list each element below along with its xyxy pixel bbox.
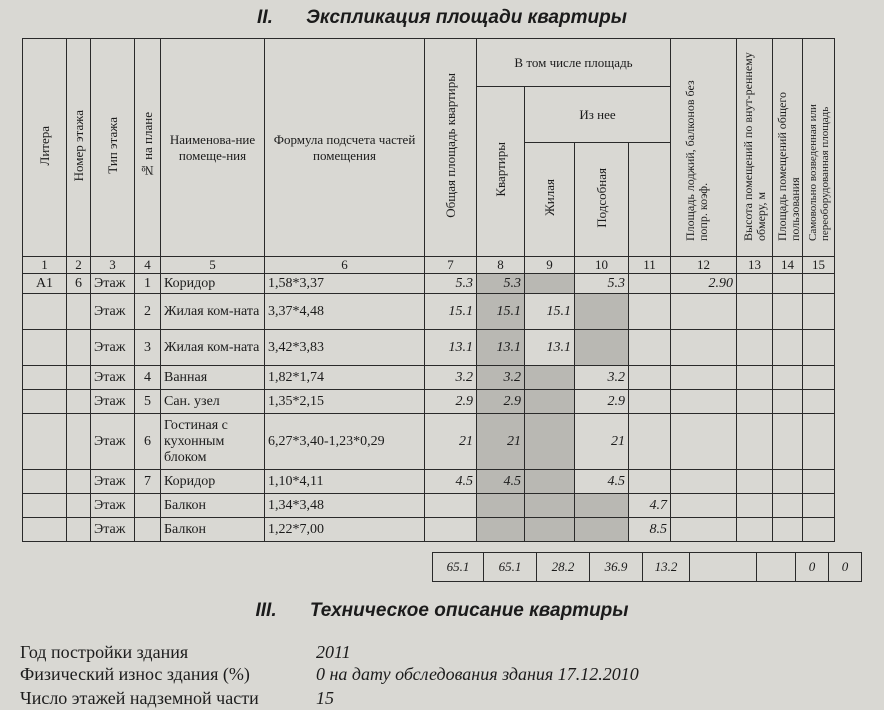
cell-floor	[67, 414, 91, 470]
total-common-sum	[757, 553, 796, 582]
cell-height	[671, 518, 737, 542]
cell-total	[425, 518, 477, 542]
cell-litera	[23, 518, 67, 542]
header-formula: Формула подсчета частей помещения	[265, 39, 425, 257]
cell-num: 3	[135, 330, 161, 366]
col-number: 11	[629, 257, 671, 274]
cell-floor	[67, 494, 91, 518]
cell-living	[525, 366, 575, 390]
cell-litera	[23, 366, 67, 390]
cell-e13	[737, 274, 773, 294]
cell-e15	[803, 294, 835, 330]
header-auxiliary: Подсобная	[575, 143, 629, 257]
total-area-sum: 65.1	[433, 553, 484, 582]
cell-floor: 6	[67, 274, 91, 294]
col-number: 2	[67, 257, 91, 274]
total-aux-sum: 36.9	[590, 553, 643, 582]
cell-num: 7	[135, 470, 161, 494]
cell-aux	[575, 330, 629, 366]
col-number: 7	[425, 257, 477, 274]
cell-e14	[773, 494, 803, 518]
cell-floor	[67, 330, 91, 366]
cell-litera	[23, 294, 67, 330]
section-3-title	[0, 600, 884, 622]
section-2-text: Экспликация площади квартиры	[306, 7, 627, 28]
table-row	[23, 494, 835, 518]
cell-height	[671, 330, 737, 366]
cell-num: 1	[135, 274, 161, 294]
cell-name: Ванная	[161, 366, 265, 390]
cell-num	[135, 494, 161, 518]
header-litera: Литера	[23, 39, 67, 257]
cell-aux	[575, 518, 629, 542]
cell-formula: 1,58*3,37	[265, 274, 425, 294]
cell-formula: 1,22*7,00	[265, 518, 425, 542]
cell-name: Коридор	[161, 274, 265, 294]
descr-wear: Физический износ здания (%) 0 на дату обследования здания 17.12.2010	[20, 664, 639, 684]
cell-floor	[67, 470, 91, 494]
cell-total: 5.3	[425, 274, 477, 294]
cell-apt	[477, 518, 525, 542]
cell-e14	[773, 414, 803, 470]
cell-type: Этаж	[91, 330, 135, 366]
cell-loggia	[629, 414, 671, 470]
cell-type: Этаж	[91, 470, 135, 494]
cell-loggia	[629, 330, 671, 366]
section-2-number: II.	[257, 7, 273, 28]
col-number: 3	[91, 257, 135, 274]
table-row	[23, 390, 835, 414]
cell-floor	[67, 390, 91, 414]
cell-height	[671, 414, 737, 470]
total-extra-sum: 0	[829, 553, 862, 582]
cell-e15	[803, 414, 835, 470]
cell-total: 4.5	[425, 470, 477, 494]
cell-aux: 3.2	[575, 366, 629, 390]
cell-height	[671, 494, 737, 518]
cell-name: Балкон	[161, 518, 265, 542]
section-3-number: III.	[255, 600, 277, 621]
table-row	[23, 294, 835, 330]
cell-num: 5	[135, 390, 161, 414]
header-floor-number: Номер этажа	[67, 39, 91, 257]
col-number: 14	[773, 257, 803, 274]
cell-litera	[23, 470, 67, 494]
col-number: 13	[737, 257, 773, 274]
cell-e15	[803, 330, 835, 366]
cell-formula: 1,82*1,74	[265, 366, 425, 390]
cell-type: Этаж	[91, 494, 135, 518]
col-number: 12	[671, 257, 737, 274]
cell-living	[525, 494, 575, 518]
cell-e14	[773, 390, 803, 414]
cell-formula: 1,35*2,15	[265, 390, 425, 414]
cell-litera: А1	[23, 274, 67, 294]
cell-living	[525, 518, 575, 542]
section-2-title	[0, 7, 884, 29]
cell-height	[671, 294, 737, 330]
header-common-area: Площадь помещений общего пользования	[773, 39, 803, 257]
cell-e15	[803, 390, 835, 414]
cell-floor	[67, 518, 91, 542]
cell-aux: 2.9	[575, 390, 629, 414]
table-row	[23, 470, 835, 494]
header-room-name: Наименова-ние помеще-ния	[161, 39, 265, 257]
cell-formula: 6,27*3,40-1,23*0,29	[265, 414, 425, 470]
cell-total: 13.1	[425, 330, 477, 366]
cell-apt: 3.2	[477, 366, 525, 390]
cell-num: 4	[135, 366, 161, 390]
cell-e13	[737, 414, 773, 470]
cell-e15	[803, 366, 835, 390]
cell-litera	[23, 414, 67, 470]
cell-e13	[737, 470, 773, 494]
cell-living	[525, 390, 575, 414]
totals-table	[432, 552, 862, 582]
header-living: Жилая	[525, 143, 575, 257]
descr-build-year: Год постройки здания 2011	[20, 642, 351, 662]
col-number: 10	[575, 257, 629, 274]
total-unauth-sum: 0	[796, 553, 829, 582]
total-apartment-sum: 65.1	[484, 553, 537, 582]
cell-name: Балкон	[161, 494, 265, 518]
cell-formula: 1,10*4,11	[265, 470, 425, 494]
header-floor-type: Тип этажа	[91, 39, 135, 257]
header-plan-number: № на плане	[135, 39, 161, 257]
cell-e14	[773, 366, 803, 390]
cell-aux: 4.5	[575, 470, 629, 494]
cell-loggia	[629, 366, 671, 390]
cell-formula: 3,37*4,48	[265, 294, 425, 330]
cell-height	[671, 366, 737, 390]
cell-num: 2	[135, 294, 161, 330]
col-number: 8	[477, 257, 525, 274]
cell-e13	[737, 330, 773, 366]
cell-e14	[773, 274, 803, 294]
cell-type: Этаж	[91, 274, 135, 294]
cell-loggia	[629, 294, 671, 330]
cell-e13	[737, 494, 773, 518]
cell-height: 2.90	[671, 274, 737, 294]
cell-loggia	[629, 390, 671, 414]
column-numbers-row	[23, 257, 835, 274]
cell-total: 3.2	[425, 366, 477, 390]
cell-name: Коридор	[161, 470, 265, 494]
cell-name: Гостиная с кухонным блоком	[161, 414, 265, 470]
col-number: 5	[161, 257, 265, 274]
cell-total: 2.9	[425, 390, 477, 414]
cell-type: Этаж	[91, 294, 135, 330]
total-living-sum: 28.2	[537, 553, 590, 582]
cell-apt: 15.1	[477, 294, 525, 330]
cell-num	[135, 518, 161, 542]
cell-e15	[803, 494, 835, 518]
cell-e14	[773, 330, 803, 366]
section-3-text: Техническое описание квартиры	[309, 600, 629, 621]
cell-apt: 13.1	[477, 330, 525, 366]
cell-formula: 1,34*3,48	[265, 494, 425, 518]
cell-height	[671, 390, 737, 414]
cell-type: Этаж	[91, 390, 135, 414]
cell-e13	[737, 366, 773, 390]
table-row	[23, 366, 835, 390]
cell-aux: 21	[575, 414, 629, 470]
cell-type: Этаж	[91, 366, 135, 390]
cell-name: Жилая ком-ната	[161, 330, 265, 366]
table-row	[23, 518, 835, 542]
cell-num: 6	[135, 414, 161, 470]
cell-loggia: 8.5	[629, 518, 671, 542]
header-loggia: Площадь лоджий, балконов без попр. коэф.	[671, 39, 737, 257]
header-total-area: Общая площадь квартиры	[425, 39, 477, 257]
cell-apt: 5.3	[477, 274, 525, 294]
cell-name: Сан. узел	[161, 390, 265, 414]
cell-litera	[23, 390, 67, 414]
header-apartment: Квартиры	[477, 87, 525, 257]
explication-table	[22, 38, 835, 542]
cell-e15	[803, 470, 835, 494]
cell-apt	[477, 494, 525, 518]
cell-e14	[773, 294, 803, 330]
descr-floors: Число этажей надземной части 15	[20, 688, 334, 708]
header-unauthorized: Самовольно возведенная или переоборудованная площадь	[803, 39, 835, 257]
cell-floor	[67, 366, 91, 390]
cell-total: 21	[425, 414, 477, 470]
cell-e15	[803, 518, 835, 542]
total-loggia-sum: 13.2	[643, 553, 690, 582]
cell-e14	[773, 518, 803, 542]
col-number: 1	[23, 257, 67, 274]
cell-litera	[23, 494, 67, 518]
cell-living: 13.1	[525, 330, 575, 366]
cell-apt: 4.5	[477, 470, 525, 494]
cell-type: Этаж	[91, 414, 135, 470]
header-height: Высота помещений по внут-реннему обмеру, м	[737, 39, 773, 257]
cell-apt: 21	[477, 414, 525, 470]
cell-living	[525, 274, 575, 294]
cell-e13	[737, 390, 773, 414]
cell-total: 15.1	[425, 294, 477, 330]
header-of-which: Из нее	[525, 87, 671, 143]
cell-aux: 5.3	[575, 274, 629, 294]
cell-litera	[23, 330, 67, 366]
cell-height	[671, 470, 737, 494]
cell-e15	[803, 274, 835, 294]
cell-aux	[575, 494, 629, 518]
cell-apt: 2.9	[477, 390, 525, 414]
col-number: 6	[265, 257, 425, 274]
cell-loggia: 4.7	[629, 494, 671, 518]
cell-e13	[737, 518, 773, 542]
cell-e14	[773, 470, 803, 494]
col-number: 15	[803, 257, 835, 274]
cell-living: 15.1	[525, 294, 575, 330]
col-number: 9	[525, 257, 575, 274]
cell-aux	[575, 294, 629, 330]
cell-total	[425, 494, 477, 518]
cell-floor	[67, 294, 91, 330]
table-row	[23, 414, 835, 470]
cell-name: Жилая ком-ната	[161, 294, 265, 330]
table-row	[23, 330, 835, 366]
header-including: В том числе площадь	[477, 39, 671, 87]
col-number: 4	[135, 257, 161, 274]
cell-living	[525, 470, 575, 494]
cell-loggia	[629, 274, 671, 294]
cell-loggia	[629, 470, 671, 494]
cell-type: Этаж	[91, 518, 135, 542]
cell-formula: 3,42*3,83	[265, 330, 425, 366]
total-height-empty	[690, 553, 757, 582]
cell-living	[525, 414, 575, 470]
table-row	[23, 274, 835, 294]
cell-e13	[737, 294, 773, 330]
